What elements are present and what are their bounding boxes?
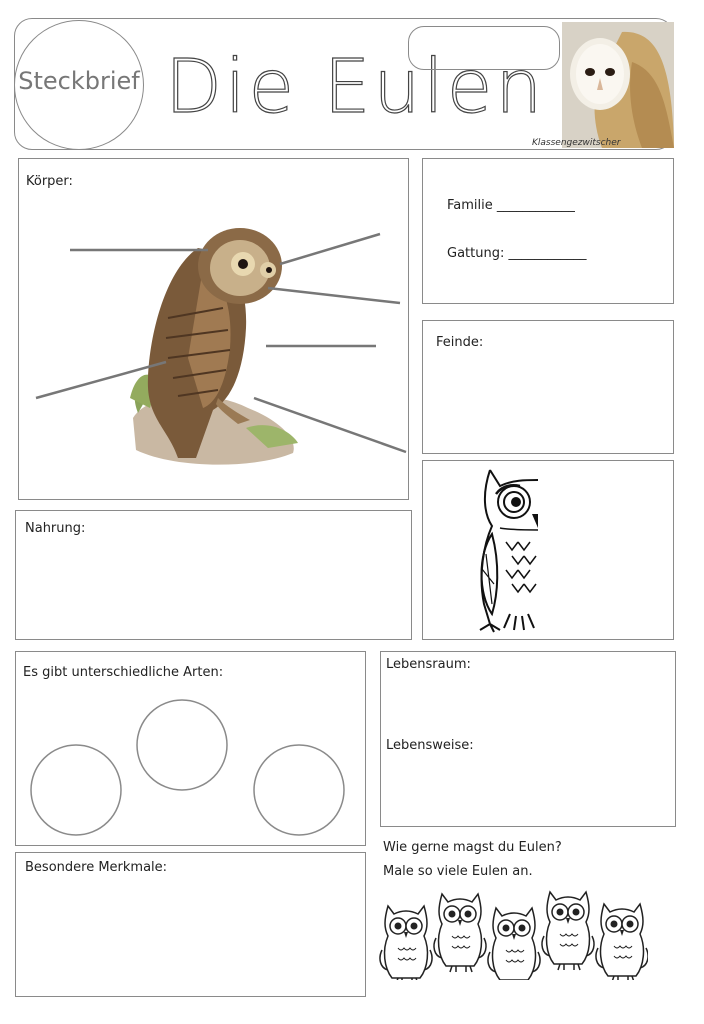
page-title: Die Eulen [165, 44, 546, 130]
question-line-1: Wie gerne magst du Eulen? [383, 840, 562, 855]
gattung-label: Gattung: ____________ [447, 246, 587, 261]
small-owl-icon-4 [542, 892, 594, 970]
small-owl-icon-3 [488, 908, 540, 980]
art-circle-3 [254, 745, 344, 835]
half-owl-drawing [470, 464, 542, 636]
arten-circles [15, 651, 366, 846]
arten-label: Es gibt unterschiedliche Arten: [23, 665, 224, 680]
credit-text: Klassengezwitscher [532, 138, 621, 148]
merkmale-label: Besondere Merkmale: [25, 860, 168, 875]
barn-owl-photo [562, 22, 674, 148]
small-owl-icon-5 [596, 904, 648, 980]
familie-box [422, 158, 674, 304]
art-circle-1 [31, 745, 121, 835]
half-owl-box [422, 460, 674, 640]
lebensweise-label: Lebensweise: [386, 738, 474, 753]
small-owl-icon-2 [434, 894, 486, 972]
question-line-2: Male so viele Eulen an. [383, 864, 533, 879]
koerper-label: Körper: [26, 174, 73, 189]
lebensraum-label: Lebensraum: [386, 657, 471, 672]
steckbrief-label: Steckbrief [18, 67, 140, 95]
wood-owl-illustration [18, 158, 409, 500]
familie-label: Familie ____________ [447, 198, 575, 213]
steckbrief-badge [14, 20, 144, 150]
art-circle-2 [137, 700, 227, 790]
small-owl-icon-1 [380, 906, 432, 980]
feinde-label: Feinde: [436, 335, 484, 350]
owl-coloring-row [376, 884, 648, 980]
name-field[interactable] [408, 26, 560, 70]
nahrung-label: Nahrung: [25, 521, 86, 536]
